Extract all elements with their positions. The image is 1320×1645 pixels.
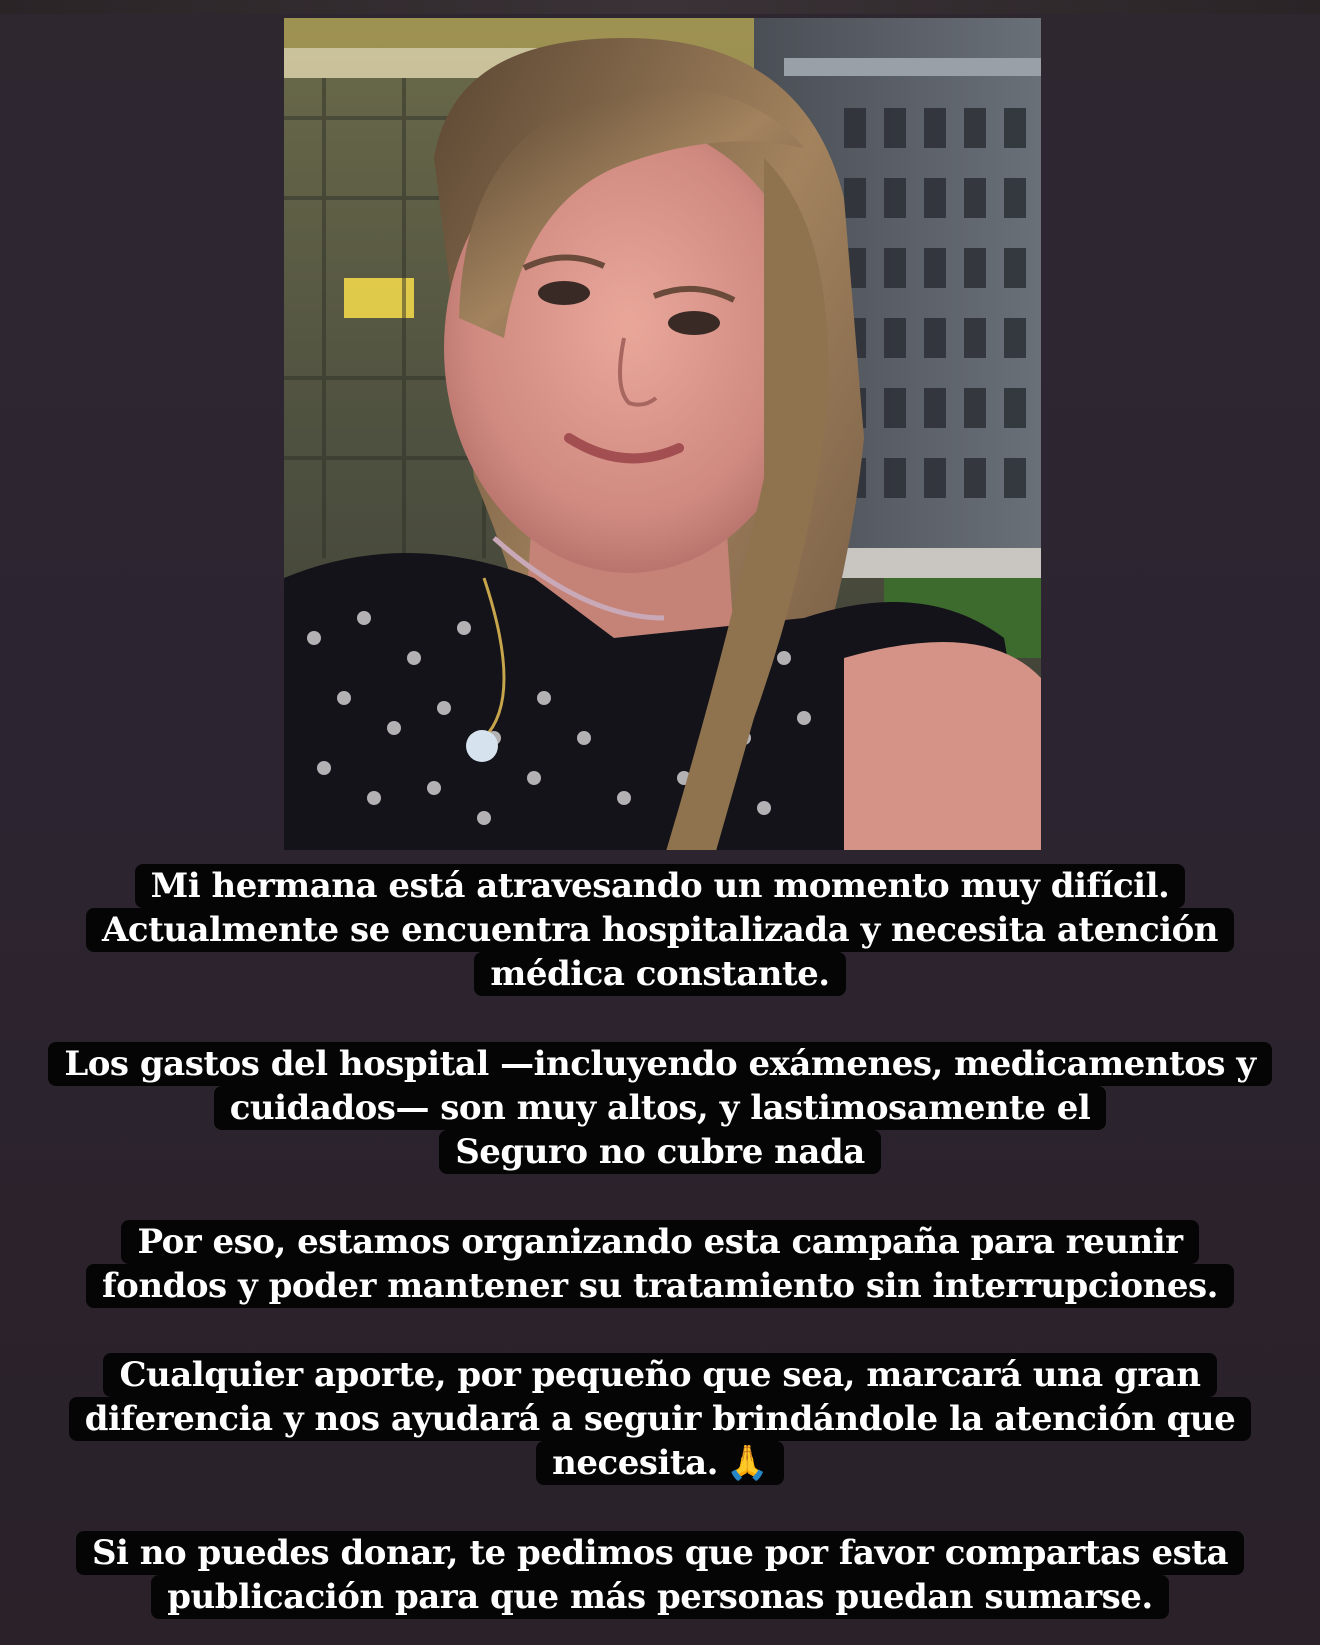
paragraph-5 [0, 1531, 1320, 1619]
paragraph-3-line-2: fondos y poder mantener su tratamiento sin interrupciones. [86, 1264, 1234, 1308]
paragraph-2 [0, 1042, 1320, 1174]
praying-hands-icon: 🙏 [725, 1443, 768, 1483]
paragraph-3 [0, 1220, 1320, 1308]
paragraph-2-line-2: cuidados— son muy altos, y lastimosamente el [214, 1086, 1107, 1130]
paragraph-2-line-1: Los gastos del hospital —incluyendo exámenes, medicamentos y [48, 1042, 1271, 1086]
story-progress-strip [0, 0, 1320, 14]
photo-illustration [284, 18, 1041, 850]
paragraph-1-line-3: médica constante. [474, 952, 845, 996]
paragraph-4-line-2: diferencia y nos ayudará a seguir brindándole la atención que [69, 1397, 1252, 1441]
paragraph-5-line-1: Si no puedes donar, te pedimos que por favor compartas esta [76, 1531, 1244, 1575]
paragraph-1 [0, 864, 1320, 996]
paragraph-1-line-2: Actualmente se encuentra hospitalizada y necesita atención [86, 908, 1234, 952]
paragraph-5-line-2: publicación para que más personas puedan sumarse. [151, 1575, 1168, 1619]
paragraph-4-line-3 [536, 1441, 784, 1485]
paragraph-4-line-1: Cualquier aporte, por pequeño que sea, marcará una gran [103, 1353, 1216, 1397]
paragraph-1-line-1: Mi hermana está atravesando un momento muy difícil. [135, 864, 1186, 908]
paragraph-2-line-3: Seguro no cubre nada [439, 1130, 880, 1174]
paragraph-3-line-1: Por eso, estamos organizando esta campaña para reunir [121, 1220, 1198, 1264]
paragraph-4-line-3-text: necesita. [552, 1443, 718, 1483]
woman-selfie-photo [284, 18, 1041, 850]
paragraph-4 [0, 1353, 1320, 1485]
